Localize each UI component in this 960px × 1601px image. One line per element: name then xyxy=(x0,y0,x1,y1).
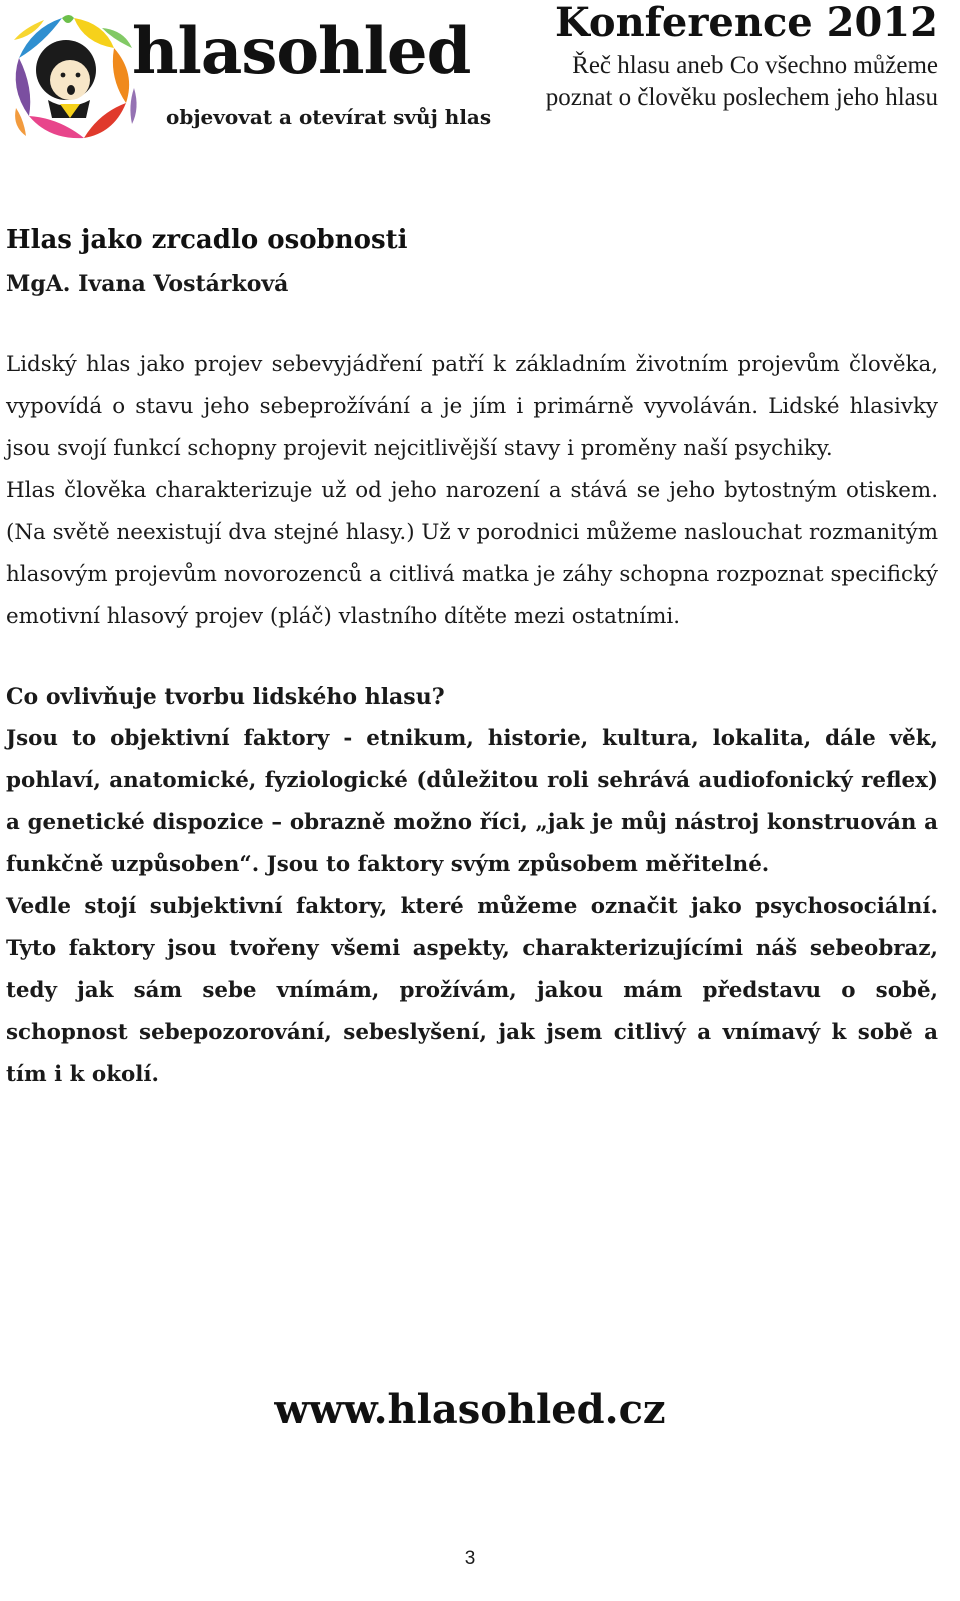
logo-swirl-icon xyxy=(4,8,144,148)
logo-wordmark: hlasohled xyxy=(132,14,471,89)
page-number: 3 xyxy=(464,1548,476,1569)
paragraph: Lidský hlas jako projev sebevyjádření patří k základním životním projevům člověka, vypovídá o stavu jeho sebeprožívání a je jím i primárně vyvoláván. Lidské hlasivky jsou svojí funkcí schopny projevit nejcitlivější stavy i proměny naší psychiky. xyxy=(6,352,938,461)
conference-title: Konference 2012 xyxy=(555,0,938,46)
spacer xyxy=(6,306,938,344)
logo-tagline: objevovat a otevírat svůj hlas xyxy=(166,105,492,129)
article xyxy=(6,218,938,1096)
article-title: Hlas jako zrcadlo osobnosti xyxy=(6,225,408,255)
conference-subtitle: Řeč hlasu aneb Co všechno můžeme poznat o člověku poslechem jeho hlasu xyxy=(545,52,938,111)
website-link[interactable]: www.hlasohled.cz xyxy=(274,1386,666,1433)
paragraph: Hlas člověka charakterizuje už od jeho narození a stává se jeho bytostným otiskem. (Na světě neexistují dva stejné hlasy.) Už v porodnici můžeme naslouchat rozmanitým hlasovým projevům novorozenců a citlivá matka je záhy schopna rozpoznat specifický emotivní hlasový projev (pláč) vlastního dítěte mezi ostatními. xyxy=(6,478,938,629)
spacer xyxy=(6,638,938,676)
paragraph: Jsou to objektivní faktory - etnikum, historie, kultura, lokalita, dále věk, pohlaví, anatomické, fyziologické (důležitou roli sehrává audiofonický reflex) a genetické dispozice – obrazně možno říci, „jak je můj nástroj konstruován a funkčně uzpůsoben“. Jsou to faktory svým způsobem měřitelné. xyxy=(6,726,938,877)
conference-header xyxy=(518,0,938,114)
paragraph: Vedle stojí subjektivní faktory, které můžeme označit jako psychosociální. Tyto faktory jsou tvořeny všemi aspekty, charakterizujícími náš sebeobraz, tedy jak sám sebe vnímám, prožívám, jakou mám představu o sobě, schopnost sebepozorování, sebeslyšení, jak jsem citlivý a vnímavý k sobě a tím i k okolí. xyxy=(6,894,938,1087)
article-author: MgA. Ivana Vostárková xyxy=(6,271,289,297)
section-question: Co ovlivňuje tvorbu lidského hlasu? xyxy=(6,684,445,710)
hlasohled-logo[interactable] xyxy=(4,8,492,148)
